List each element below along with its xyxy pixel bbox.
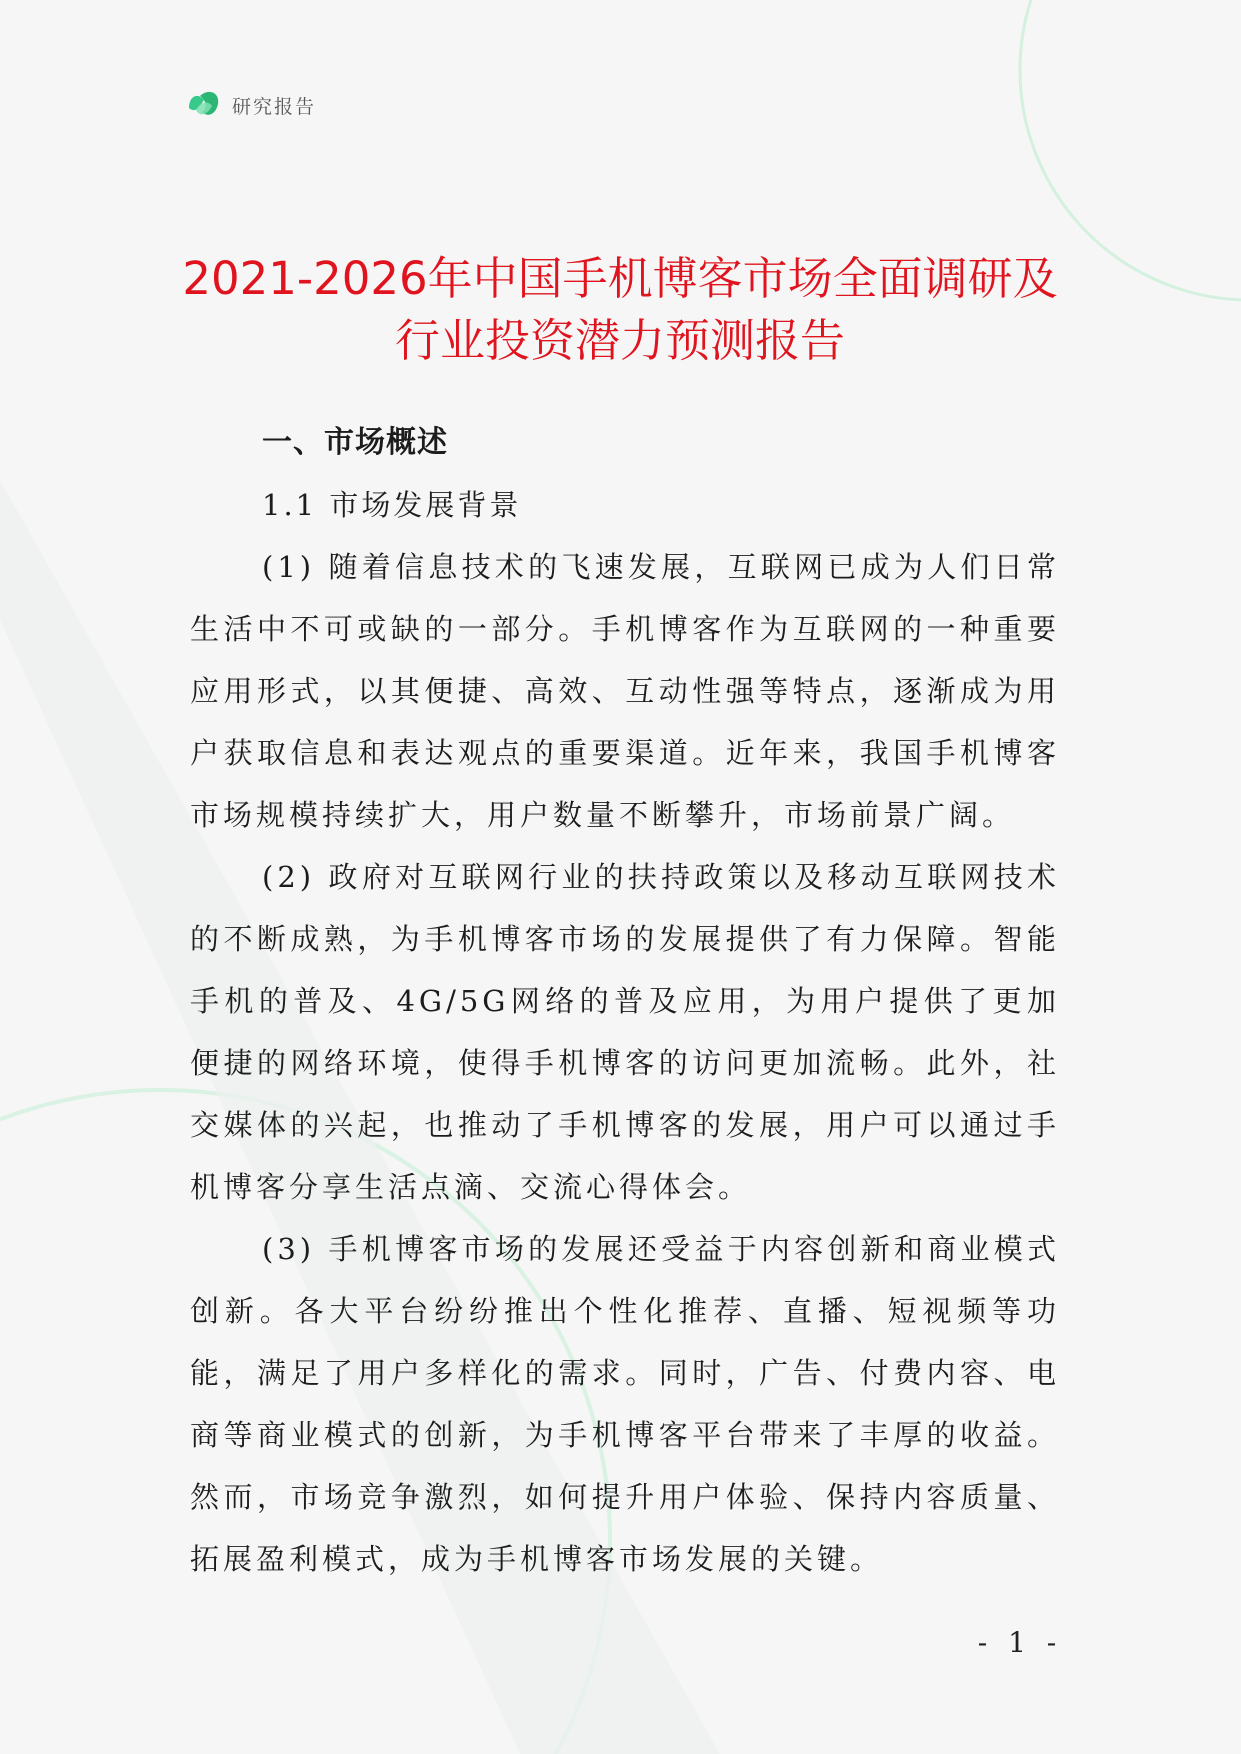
report-title: [170, 248, 1070, 372]
subsection-heading: 1.1 市场发展背景: [262, 488, 522, 522]
paragraph-1: (1) 随着信息技术的飞速发展，互联网已成为人们日常生活中不可或缺的一部分。手机博客作为互联网的一种重要应用形式，以其便捷、高效、互动性强等特点，逐渐成为用户获取信息和表达观点的重要渠道。近年来，我国手机博客市场规模持续扩大，用户数量不断攀升，市场前景广阔。: [190, 550, 1060, 832]
paragraph-2: (2) 政府对互联网行业的扶持政策以及移动互联网技术的不断成熟，为手机博客市场的发展提供了有力保障。智能手机的普及、4G/5G网络的普及应用，为用户提供了更加便捷的网络环境，使得手机博客的访问更加流畅。此外，社交媒体的兴起，也推动了手机博客的发展，用户可以通过手机博客分享生活点滴、交流心得体会。: [190, 860, 1060, 1204]
report-title-line-1: 2021-2026年中国手机博客市场全面调研及: [182, 252, 1058, 306]
section-heading: 一、市场概述: [262, 425, 448, 460]
brand-header: [186, 88, 316, 122]
report-body: [190, 412, 1060, 1590]
report-title-line-2: 行业投资潜力预测报告: [394, 314, 845, 368]
page-number: - 1 -: [977, 1626, 1063, 1659]
paragraph-3: (3) 手机博客市场的发展还受益于内容创新和商业模式创新。各大平台纷纷推出个性化推荐、直播、短视频等功能，满足了用户多样化的需求。同时，广告、付费内容、电商等商业模式的创新，为手机博客平台带来了丰厚的收益。然而，市场竞争激烈，如何提升用户体验、保持内容质量、拓展盈利模式，成为手机博客市场发展的关键。: [190, 1232, 1060, 1576]
brand-label: 研究报告: [232, 95, 317, 118]
green-leaf-logo-icon: [186, 88, 222, 122]
